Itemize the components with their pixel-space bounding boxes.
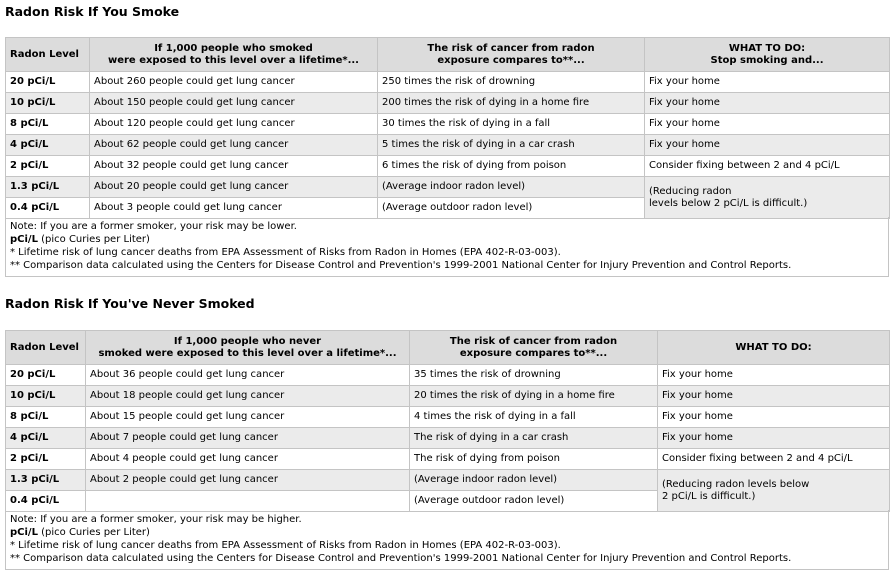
cell-risk: (Average outdoor radon level) xyxy=(378,198,645,219)
cell-todo: Fix your home xyxy=(645,114,890,135)
cell-risk: The risk of dying from poison xyxy=(410,449,658,470)
unit-definition xyxy=(10,233,884,246)
header-risk-comparison xyxy=(410,331,658,365)
table-row xyxy=(6,428,890,449)
table-row xyxy=(6,156,890,177)
table-header-row xyxy=(6,331,890,365)
table-row xyxy=(6,135,890,156)
header-what-to-do: WHAT TO DO: xyxy=(658,331,890,365)
nonsmoker-risk-table xyxy=(5,330,890,512)
header-line: exposure compares to**... xyxy=(437,54,585,66)
cell-level: 1.3 pCi/L xyxy=(6,470,86,491)
cell-todo: Consider fixing between 2 and 4 pCi/L xyxy=(658,449,890,470)
cell-level: 2 pCi/L xyxy=(6,156,90,177)
header-line: smoked were exposed to this level over a lifetime*... xyxy=(98,347,397,359)
cell-people: About 3 people could get lung cancer xyxy=(90,198,378,219)
cell-level: 1.3 pCi/L xyxy=(6,177,90,198)
cell-todo: Consider fixing between 2 and 4 pCi/L xyxy=(645,156,890,177)
cell-people: About 62 people could get lung cancer xyxy=(90,135,378,156)
unit-text: (pico Curies per Liter) xyxy=(37,527,150,538)
header-line: Stop smoking and... xyxy=(710,54,824,66)
table-row xyxy=(6,93,890,114)
cell-people: About 260 people could get lung cancer xyxy=(90,72,378,93)
table-row xyxy=(6,177,890,198)
table-row xyxy=(6,114,890,135)
cell-todo: Fix your home xyxy=(645,135,890,156)
cell-risk: 250 times the risk of drowning xyxy=(378,72,645,93)
cell-todo: Fix your home xyxy=(658,386,890,407)
header-radon-level: Radon Level xyxy=(6,38,90,72)
cell-level: 8 pCi/L xyxy=(6,407,86,428)
note-line: levels below 2 pCi/L is difficult.) xyxy=(649,197,808,209)
cell-level: 10 pCi/L xyxy=(6,386,86,407)
table-row xyxy=(6,449,890,470)
cell-people: About 20 people could get lung cancer xyxy=(90,177,378,198)
cell-level: 10 pCi/L xyxy=(6,93,90,114)
nonsmoker-section-title: Radon Risk If You've Never Smoked xyxy=(5,296,255,311)
cell-people: About 15 people could get lung cancer xyxy=(86,407,410,428)
unit-definition xyxy=(10,526,884,539)
cell-risk: 4 times the risk of dying in a fall xyxy=(410,407,658,428)
unit-abbrev: pCi/L xyxy=(10,527,38,538)
cell-todo: Fix your home xyxy=(658,365,890,386)
note-line: (Reducing radon levels below xyxy=(662,478,810,490)
header-people-exposed xyxy=(90,38,378,72)
former-smoker-note: Note: If you are a former smoker, your risk may be higher. xyxy=(10,514,302,525)
footnote-cdc: ** Comparison data calculated using the Centers for Disease Control and Prevention's 1999-2001 National Center for Injury Prevention and Control Reports. xyxy=(10,260,792,271)
cell-risk: (Average indoor radon level) xyxy=(410,470,658,491)
cell-level: 4 pCi/L xyxy=(6,428,86,449)
cell-people: About 32 people could get lung cancer xyxy=(90,156,378,177)
cell-reducing-note xyxy=(658,470,890,512)
cell-people xyxy=(86,491,410,512)
table-row xyxy=(6,72,890,93)
cell-risk: The risk of dying in a car crash xyxy=(410,428,658,449)
nonsmoker-footnotes xyxy=(5,510,889,570)
smoker-footnotes xyxy=(5,217,889,277)
header-line: exposure compares to**... xyxy=(459,347,608,359)
cell-risk: 35 times the risk of drowning xyxy=(410,365,658,386)
cell-level: 0.4 pCi/L xyxy=(6,198,90,219)
unit-abbrev: pCi/L xyxy=(10,234,38,245)
cell-people: About 2 people could get lung cancer xyxy=(86,470,410,491)
cell-todo: Fix your home xyxy=(645,72,890,93)
cell-level: 20 pCi/L xyxy=(6,365,86,386)
unit-text: (pico Curies per Liter) xyxy=(37,234,150,245)
footnote-epa: * Lifetime risk of lung cancer deaths from EPA Assessment of Risks from Radon in Homes (EPA 402-R-03-003). xyxy=(10,247,561,258)
cell-people: About 36 people could get lung cancer xyxy=(86,365,410,386)
note-line: 2 pCi/L is difficult.) xyxy=(662,490,756,502)
footnote-cdc: ** Comparison data calculated using the Centers for Disease Control and Prevention's 1999-2001 National Center for Injury Prevention and Control Reports. xyxy=(10,553,792,564)
header-line: were exposed to this level over a lifetime*... xyxy=(107,54,359,66)
table-header-row xyxy=(6,38,890,72)
header-line: The risk of cancer from radon xyxy=(449,335,618,347)
header-line: If 1,000 people who smoked xyxy=(154,42,313,54)
smoker-risk-table xyxy=(5,37,890,219)
header-line: WHAT TO DO: xyxy=(728,42,806,54)
table-row xyxy=(6,365,890,386)
table-row xyxy=(6,386,890,407)
cell-level: 4 pCi/L xyxy=(6,135,90,156)
table-row xyxy=(6,470,890,491)
cell-people: About 150 people could get lung cancer xyxy=(90,93,378,114)
smoker-section-title: Radon Risk If You Smoke xyxy=(5,4,180,19)
table-row xyxy=(6,407,890,428)
cell-people: About 7 people could get lung cancer xyxy=(86,428,410,449)
cell-risk: (Average outdoor radon level) xyxy=(410,491,658,512)
header-radon-level: Radon Level xyxy=(6,331,86,365)
cell-risk: (Average indoor radon level) xyxy=(378,177,645,198)
cell-risk: 200 times the risk of dying in a home fire xyxy=(378,93,645,114)
header-line: The risk of cancer from radon xyxy=(427,42,595,54)
cell-risk: 30 times the risk of dying in a fall xyxy=(378,114,645,135)
cell-people: About 18 people could get lung cancer xyxy=(86,386,410,407)
cell-reducing-note xyxy=(645,177,890,219)
cell-risk: 20 times the risk of dying in a home fire xyxy=(410,386,658,407)
cell-people: About 120 people could get lung cancer xyxy=(90,114,378,135)
cell-people: About 4 people could get lung cancer xyxy=(86,449,410,470)
header-line: If 1,000 people who never xyxy=(173,335,322,347)
former-smoker-note: Note: If you are a former smoker, your risk may be lower. xyxy=(10,221,297,232)
header-people-exposed xyxy=(86,331,410,365)
cell-level: 2 pCi/L xyxy=(6,449,86,470)
note-line: (Reducing radon xyxy=(649,185,732,197)
header-what-to-do xyxy=(645,38,890,72)
cell-risk: 5 times the risk of dying in a car crash xyxy=(378,135,645,156)
cell-risk: 6 times the risk of dying from poison xyxy=(378,156,645,177)
cell-todo: Fix your home xyxy=(658,407,890,428)
cell-level: 20 pCi/L xyxy=(6,72,90,93)
footnote-epa: * Lifetime risk of lung cancer deaths from EPA Assessment of Risks from Radon in Homes (EPA 402-R-03-003). xyxy=(10,540,561,551)
header-risk-comparison xyxy=(378,38,645,72)
cell-todo: Fix your home xyxy=(658,428,890,449)
cell-level: 0.4 pCi/L xyxy=(6,491,86,512)
cell-todo: Fix your home xyxy=(645,93,890,114)
cell-level: 8 pCi/L xyxy=(6,114,90,135)
